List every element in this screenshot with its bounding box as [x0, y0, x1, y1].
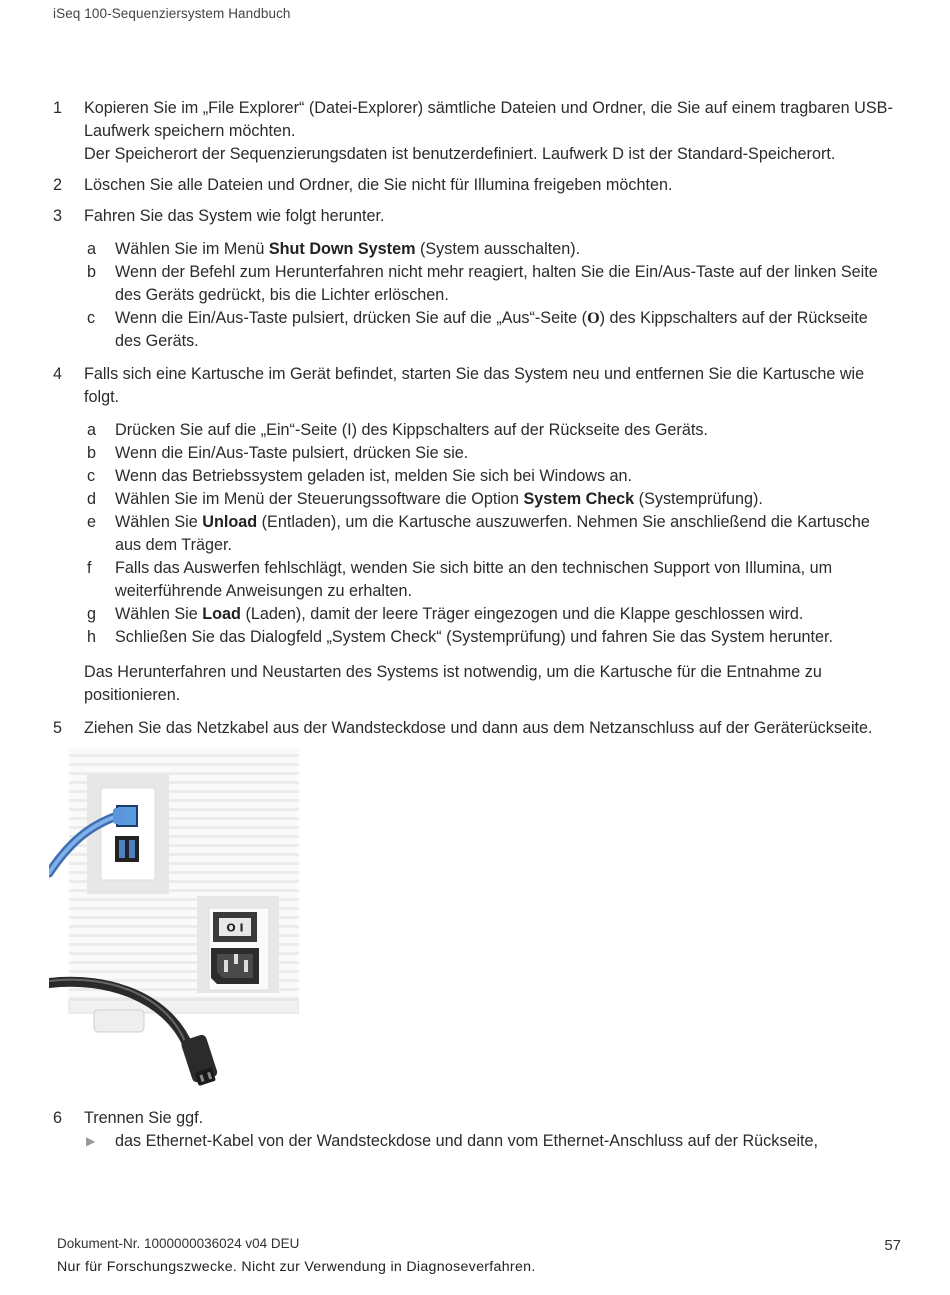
step-4 — [53, 363, 898, 707]
usb-panel-face — [101, 788, 155, 880]
step-3 — [53, 205, 898, 353]
step-note: Das Herunterfahren und Neustarten des Systems ist notwendig, um die Kartusche für die Entnahme zu positionieren. — [84, 663, 822, 704]
bullet-text: das Ethernet-Kabel von der Wandsteckdose und dann vom Ethernet-Anschluss auf der Rückseite, — [115, 1132, 819, 1150]
substep-letter: g — [87, 605, 97, 623]
substep-list — [84, 419, 898, 649]
substep-text: ) des Kippschalters auf der Rückseite des Geräts. — [115, 309, 868, 350]
substep-c — [84, 465, 898, 488]
substep-text: (System ausschalten). — [415, 240, 581, 258]
document-number: Dokument-Nr. 1000000036024 v04 DEU — [57, 1236, 300, 1251]
document-body — [53, 97, 898, 1161]
substep-letter: h — [87, 628, 97, 646]
substep-b — [84, 261, 898, 307]
substep-letter: c — [87, 467, 96, 485]
device-rear-illustration — [49, 748, 299, 1093]
substep-text: Wählen Sie — [115, 605, 203, 623]
menu-item-name: System Check — [523, 490, 635, 508]
step-number: 6 — [53, 1109, 63, 1127]
step-number: 5 — [53, 719, 63, 737]
power-plug — [180, 1034, 220, 1088]
substep-text: Wenn die Ein/Aus-Taste pulsiert, drücken Sie auf die „Aus“-Seite ( — [115, 309, 588, 327]
substep-letter: d — [87, 490, 97, 508]
substep-g — [84, 603, 898, 626]
substep-text: Wenn das Betriebssystem geladen ist, melden Sie sich bei Windows an. — [115, 467, 633, 485]
substep-text: Schließen Sie das Dialogfeld „System Check“ (Systemprüfung) und fahren Sie das System herunter. — [115, 628, 833, 646]
substep-a — [84, 238, 898, 261]
step-text: Ziehen Sie das Netzkabel aus der Wandsteckdose und dann aus dem Netzanschluss auf der Geräterückseite. — [84, 719, 873, 737]
step-6 — [53, 1107, 898, 1153]
bullet-item — [84, 1130, 898, 1153]
substep-letter: a — [87, 240, 97, 258]
step-number: 3 — [53, 207, 63, 225]
substep-e — [84, 511, 898, 557]
substep-letter: f — [87, 559, 92, 577]
substep-list — [84, 238, 898, 353]
step-text: Trennen Sie ggf. — [84, 1109, 204, 1127]
power-switch-label: O I — [226, 921, 244, 935]
step-number: 2 — [53, 176, 63, 194]
substep-b — [84, 442, 898, 465]
page-number: 57 — [884, 1237, 901, 1254]
rear-panel-drawing — [49, 748, 299, 1093]
step-text: Löschen Sie alle Dateien und Ordner, die Sie nicht für Illumina freigeben möchten. — [84, 176, 673, 194]
step-text: Falls sich eine Kartusche im Gerät befindet, starten Sie das System neu und entfernen Sie die Kartusche wie folgt. — [84, 365, 865, 406]
substep-text: Wählen Sie — [115, 513, 203, 531]
substep-text: Falls das Auswerfen fehlschlägt, wenden Sie sich bitte an den technischen Support von Illumina, um weiterführende Anweisungen zu erhalten. — [115, 559, 833, 600]
step-number: 4 — [53, 365, 63, 383]
off-symbol: O — [587, 309, 600, 327]
button-name: Load — [202, 605, 241, 623]
substep-text: Wählen Sie im Menü — [115, 240, 269, 258]
substep-letter: a — [87, 421, 97, 439]
step-number: 1 — [53, 99, 63, 117]
substep-text: (Laden), damit der leere Träger eingezogen und die Klappe geschlossen wird. — [240, 605, 804, 623]
step-text: Fahren Sie das System wie folgt herunter. — [84, 207, 385, 225]
usb-port — [115, 836, 139, 862]
substep-letter: b — [87, 263, 97, 281]
substep-text: Drücken Sie auf die „Ein“-Seite (I) des Kippschalters auf der Rückseite des Geräts. — [115, 421, 708, 439]
substep-text: Wenn der Befehl zum Herunterfahren nicht mehr reagiert, halten Sie die Ein/Aus-Taste auf der linken Seite des Geräts gedrückt, bis die Lichter erlöschen. — [115, 263, 878, 304]
device-foot — [94, 1010, 144, 1032]
step-text: Kopieren Sie im „File Explorer“ (Datei-Explorer) sämtliche Dateien und Ordner, die Sie auf einem tragbaren USB-Laufwerk speichern möchten. — [84, 99, 893, 140]
substep-d — [84, 488, 898, 511]
substep-text: Wenn die Ein/Aus-Taste pulsiert, drücken Sie sie. — [115, 444, 469, 462]
step-5 — [53, 717, 898, 740]
menu-item-name: Shut Down System — [268, 240, 416, 258]
substep-letter: c — [87, 309, 96, 327]
usage-disclaimer: Nur für Forschungszwecke. Nicht zur Verwendung in Diagnoseverfahren. — [57, 1259, 536, 1275]
substep-letter: b — [87, 444, 97, 462]
substep-f — [84, 557, 898, 603]
running-header: iSeq 100-Sequenziersystem Handbuch — [53, 6, 291, 21]
step-1 — [53, 97, 898, 166]
button-name: Unload — [202, 513, 258, 531]
step-note: Der Speicherort der Sequenzierungsdaten ist benutzerdefiniert. Laufwerk D ist der Standard-Speicherort. — [84, 145, 836, 163]
substep-text: (Systemprüfung). — [634, 490, 763, 508]
substep-letter: e — [87, 513, 97, 531]
substep-h — [84, 626, 898, 649]
triangle-bullet-icon: ▶ — [86, 1134, 96, 1148]
substep-text: Wählen Sie im Menü der Steuerungssoftware die Option — [115, 490, 524, 508]
substep-text: (Entladen), um die Kartusche auszuwerfen. Nehmen Sie anschließend die Kartusche aus dem Träger. — [115, 513, 870, 554]
substep-c — [84, 307, 898, 353]
step-2 — [53, 174, 898, 197]
substep-a — [84, 419, 898, 442]
